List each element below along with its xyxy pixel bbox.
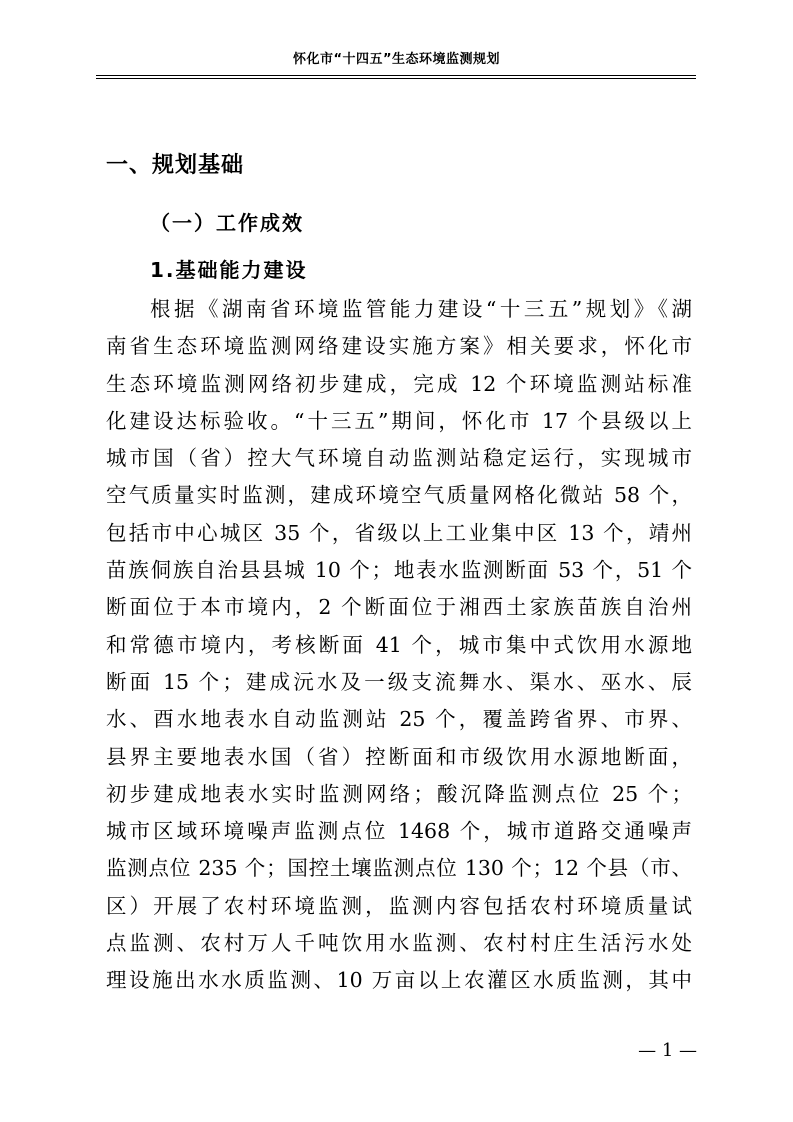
page-header-title: 怀化市“十四五”生态环境监测规划 [292,52,501,67]
paragraph-line: 空气质量实时监测，建成环境空气质量网格化微站 58 个， [106,483,692,508]
paragraph-line: 初步建成地表水实时监测网络；酸沉降监测点位 25 个； [106,781,692,806]
paragraph-line: 苗族侗族自治县县城 10 个；地表水监测断面 53 个，51 个 [106,558,692,583]
paragraph-line: 水、酉水地表水自动监测站 25 个，覆盖跨省界、市界、 [106,707,692,732]
paragraph-line: 县界主要地表水国（省）控断面和市级饮用水源地断面， [106,744,692,769]
paragraph-line: 点监测、农村万人千吨饮用水监测、农村村庄生活污水处 [106,931,692,956]
body-paragraph [106,291,692,1000]
paragraph-line: 南省生态环境监测网络建设实施方案》相关要求，怀化市 [106,334,692,359]
paragraph-line: 化建设达标验收。“十三五”期间，怀化市 17 个县级以上 [106,408,692,433]
paragraph-line: 断面位于本市境内，2 个断面位于湘西土家族苗族自治州 [106,595,692,620]
page-number: — 1 — [638,1040,697,1061]
header-rule-top [96,75,696,76]
section-heading: 一、规划基础 [106,153,245,178]
paragraph-line: 监测点位 235 个；国控土壤监测点位 130 个；12 个县（市、 [106,856,692,881]
paragraph-line: 城市区域环境噪声监测点位 1468 个，城市道路交通噪声 [106,819,692,844]
paragraph-line: 理设施出水水质监测、10 万亩以上农灌区水质监测，其中 [106,968,692,993]
paragraph-line: 断面 15 个；建成沅水及一级支流舞水、渠水、巫水、辰 [106,669,692,694]
paragraph-line: 城市国（省）控大气环境自动监测站稳定运行，实现城市 [106,446,692,471]
paragraph-line: 区）开展了农村环境监测，监测内容包括农村环境质量试 [106,893,692,918]
paragraph-line: 和常德市境内，考核断面 41 个，城市集中式饮用水源地 [106,632,692,657]
paragraph-line: 包括市中心城区 35 个，省级以上工业集中区 13 个，靖州 [106,520,692,545]
paragraph-line: 根据《湖南省环境监管能力建设“十三五”规划》《湖 [150,297,692,321]
subsubsection-heading: 1.基础能力建设 [150,258,308,282]
paragraph-line: 生态环境监测网络初步建成，完成 12 个环境监测站标准 [106,371,692,396]
subsection-heading: （一）工作成效 [150,211,304,235]
header-rule-bottom [96,78,696,79]
